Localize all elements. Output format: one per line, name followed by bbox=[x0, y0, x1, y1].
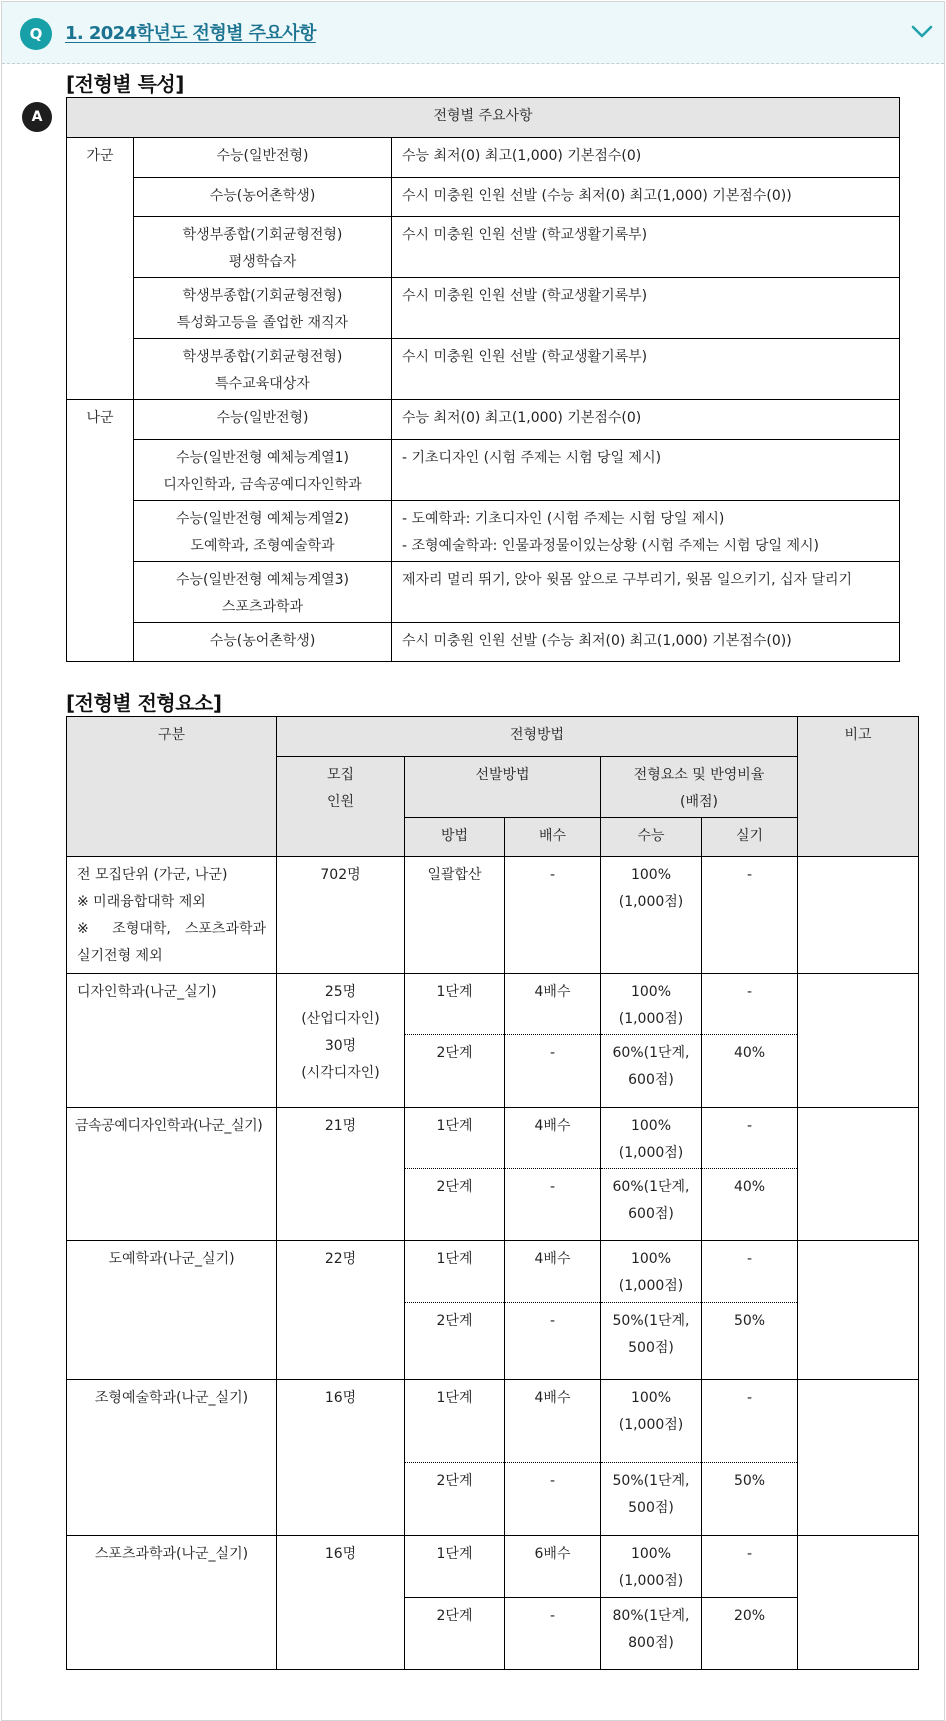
table-row bbox=[67, 623, 900, 662]
header-method: 전형방법 bbox=[277, 717, 798, 757]
type-line: 스포츠과학과 bbox=[221, 599, 304, 615]
suneung-line: 800점) bbox=[628, 1635, 674, 1651]
answer-badge-icon: A bbox=[22, 102, 52, 132]
suneung-cell bbox=[601, 1598, 702, 1670]
note-line: 제자리 멀리 뛰기, 앉아 윗몸 앞으로 구부리기, 윗몸 일으키기, 십자 달리기 bbox=[402, 572, 853, 588]
note-line: - 기초디자인 (시험 주제는 시험 당일 제시) bbox=[402, 450, 662, 466]
table-row bbox=[67, 857, 919, 974]
practical-cell: 20% bbox=[702, 1598, 798, 1670]
type-line: 수능(일반전형 예체능계열1) bbox=[175, 450, 350, 466]
practical-cell: 50% bbox=[702, 1303, 798, 1380]
multiple-cell: 4배수 bbox=[505, 1241, 601, 1303]
type-line: 학생부종합(기회균형전형) bbox=[182, 349, 343, 365]
faq-question-title-link[interactable]: 1. 2024학년도 전형별 주요사항 bbox=[65, 23, 316, 44]
group-label: 나군 bbox=[86, 410, 114, 426]
category-line: 실기전형 제외 bbox=[77, 948, 163, 964]
note-cell bbox=[392, 400, 900, 440]
group-cell bbox=[67, 138, 134, 400]
multiple-cell: - bbox=[505, 857, 601, 974]
suneung-line: 100% bbox=[630, 1251, 672, 1267]
header-line: (배점) bbox=[680, 794, 718, 810]
category-line: 디자인학과(나군_실기) bbox=[77, 984, 217, 1000]
type-cell bbox=[134, 623, 392, 662]
suneung-line: 80%(1단계, bbox=[612, 1608, 690, 1624]
table-row-stage1 bbox=[67, 1108, 919, 1169]
type-line: 특성화고등을 졸업한 재직자 bbox=[176, 315, 349, 331]
type-line: 수능(일반전형 예체능계열2) bbox=[175, 511, 350, 527]
suneung-cell bbox=[601, 1380, 702, 1463]
note-line: 수시 미충원 인원 선발 (학교생활기록부) bbox=[402, 288, 648, 304]
suneung-line: 100% bbox=[630, 1390, 672, 1406]
category-cell bbox=[67, 1108, 277, 1241]
quota-line: (시각디자인) bbox=[301, 1065, 380, 1081]
quota-line: 30명 bbox=[324, 1038, 357, 1054]
header-cell: 전형별 주요사항 bbox=[67, 98, 900, 138]
category-line: ※ 미래융합대학 제외 bbox=[77, 894, 206, 910]
category-cell bbox=[67, 1536, 277, 1670]
header-selection: 선발방법 bbox=[405, 757, 601, 818]
way-cell: 1단계 bbox=[405, 1241, 505, 1303]
multiple-cell: 4배수 bbox=[505, 974, 601, 1035]
type-line: 평생학습자 bbox=[228, 254, 297, 270]
note-cell bbox=[392, 501, 900, 562]
suneung-line: 100% bbox=[630, 867, 672, 883]
category-line: 전 모집단위 (가군, 나군) bbox=[77, 867, 228, 883]
suneung-line: (1,000점) bbox=[618, 894, 684, 910]
way-cell: 2단계 bbox=[405, 1169, 505, 1241]
section-title-elements: [전형별 전형요소] bbox=[66, 691, 222, 715]
remarks-cell bbox=[798, 1380, 919, 1536]
suneung-line: 50%(1단계, bbox=[612, 1313, 690, 1329]
quota-line: 16명 bbox=[324, 1546, 357, 1562]
group-cell bbox=[67, 400, 134, 662]
suneung-line: (1,000점) bbox=[618, 1417, 684, 1433]
practical-cell: - bbox=[702, 1536, 798, 1598]
chevron-down-icon[interactable] bbox=[911, 25, 933, 39]
note-cell bbox=[392, 178, 900, 217]
suneung-cell bbox=[601, 1303, 702, 1380]
suneung-line: (1,000점) bbox=[618, 1278, 684, 1294]
suneung-cell bbox=[601, 1035, 702, 1108]
quota-cell bbox=[277, 974, 405, 1108]
note-cell bbox=[392, 440, 900, 501]
suneung-cell bbox=[601, 857, 702, 974]
type-cell bbox=[134, 400, 392, 440]
type-line: 디자인학과, 금속공예디자인학과 bbox=[163, 477, 362, 493]
table-row-stage1 bbox=[67, 1241, 919, 1303]
category-line: 스포츠과학과(나군_실기) bbox=[94, 1546, 249, 1562]
type-cell bbox=[134, 501, 392, 562]
group-label: 가군 bbox=[86, 148, 114, 164]
table-row bbox=[67, 278, 900, 339]
suneung-cell bbox=[601, 974, 702, 1035]
type-cell bbox=[134, 178, 392, 217]
type-line: 특수교육대상자 bbox=[215, 376, 310, 392]
way-cell: 2단계 bbox=[405, 1463, 505, 1536]
suneung-line: 60%(1단계, bbox=[612, 1045, 690, 1061]
header-suneung: 수능 bbox=[601, 818, 702, 857]
header-multiple: 배수 bbox=[505, 818, 601, 857]
suneung-line: 600점) bbox=[628, 1206, 674, 1222]
practical-cell: - bbox=[702, 1380, 798, 1463]
note-line: - 조형예술학과: 인물과정물이있는상황 (시험 주제는 시험 당일 제시) bbox=[402, 538, 819, 554]
header-practical: 실기 bbox=[702, 818, 798, 857]
table-row bbox=[67, 400, 900, 440]
header-line: 모집 bbox=[326, 767, 355, 783]
note-line: 수시 미충원 인원 선발 (학교생활기록부) bbox=[402, 349, 648, 365]
way-cell: 1단계 bbox=[405, 1536, 505, 1598]
table-row bbox=[67, 138, 900, 178]
type-cell bbox=[134, 278, 392, 339]
suneung-line: 500점) bbox=[628, 1500, 674, 1516]
practical-cell: - bbox=[702, 1108, 798, 1169]
table-header-row bbox=[67, 717, 919, 757]
table-row bbox=[67, 339, 900, 400]
type-line: 학생부종합(기회균형전형) bbox=[182, 288, 343, 304]
suneung-line: 100% bbox=[630, 1118, 672, 1134]
table-row bbox=[67, 562, 900, 623]
quota-cell bbox=[277, 1108, 405, 1241]
suneung-cell bbox=[601, 1463, 702, 1536]
suneung-line: 500점) bbox=[628, 1340, 674, 1356]
note-line: - 도예학과: 기초디자인 (시험 주제는 시험 당일 제시) bbox=[402, 511, 725, 527]
quota-line: 25명 bbox=[324, 984, 357, 1000]
way-cell: 2단계 bbox=[405, 1035, 505, 1108]
multiple-cell: - bbox=[505, 1169, 601, 1241]
type-line: 수능(일반전형) bbox=[216, 148, 309, 164]
section-title-features: [전형별 특성] bbox=[66, 72, 184, 96]
remarks-cell bbox=[798, 1536, 919, 1670]
category-line: 도예학과(나군_실기) bbox=[108, 1251, 235, 1267]
category-line: ※ 조형대학, 스포츠과학과 bbox=[77, 921, 266, 937]
table-row bbox=[67, 178, 900, 217]
type-cell bbox=[134, 562, 392, 623]
multiple-cell: 4배수 bbox=[505, 1108, 601, 1169]
type-line: 학생부종합(기회균형전형) bbox=[182, 227, 343, 243]
table-row-stage1 bbox=[67, 974, 919, 1035]
remarks-cell bbox=[798, 857, 919, 974]
header-way: 방법 bbox=[405, 818, 505, 857]
practical-cell: 50% bbox=[702, 1463, 798, 1536]
note-cell bbox=[392, 217, 900, 278]
suneung-line: (1,000점) bbox=[618, 1145, 684, 1161]
way-cell: 1단계 bbox=[405, 1380, 505, 1463]
note-line: 수시 미충원 인원 선발 (학교생활기록부) bbox=[402, 227, 648, 243]
quota-cell bbox=[277, 1241, 405, 1380]
type-line: 도예학과, 조형예술학과 bbox=[190, 538, 335, 554]
header-elements bbox=[601, 757, 798, 818]
question-badge-icon: Q bbox=[20, 18, 52, 50]
suneung-cell bbox=[601, 1241, 702, 1303]
table-header-row bbox=[67, 98, 900, 138]
category-line: 금속공예디자인학과(나군_실기) bbox=[75, 1118, 263, 1134]
header-category: 구분 bbox=[67, 717, 277, 857]
type-line: 수능(일반전형) bbox=[216, 410, 309, 426]
note-cell bbox=[392, 623, 900, 662]
way-cell: 2단계 bbox=[405, 1303, 505, 1380]
quota-cell bbox=[277, 857, 405, 974]
header-line: 인원 bbox=[326, 794, 355, 810]
type-cell bbox=[134, 217, 392, 278]
remarks-cell bbox=[798, 974, 919, 1108]
quota-cell bbox=[277, 1536, 405, 1670]
quota-line: (산업디자인) bbox=[301, 1011, 380, 1027]
type-cell bbox=[134, 138, 392, 178]
note-line: 수능 최저(0) 최고(1,000) 기본점수(0) bbox=[402, 410, 642, 426]
suneung-cell bbox=[601, 1169, 702, 1241]
multiple-cell: - bbox=[505, 1303, 601, 1380]
suneung-line: 100% bbox=[630, 1546, 672, 1562]
quota-line: 702명 bbox=[320, 867, 361, 883]
way-cell: 1단계 bbox=[405, 974, 505, 1035]
header-line: 전형요소 및 반영비율 bbox=[633, 767, 765, 783]
multiple-cell: 6배수 bbox=[505, 1536, 601, 1598]
suneung-line: (1,000점) bbox=[618, 1573, 684, 1589]
type-cell bbox=[134, 440, 392, 501]
practical-cell: 40% bbox=[702, 1035, 798, 1108]
category-cell bbox=[67, 1380, 277, 1536]
suneung-line: 60%(1단계, bbox=[612, 1179, 690, 1195]
note-line: 수시 미충원 인원 선발 (수능 최저(0) 최고(1,000) 기본점수(0)) bbox=[402, 188, 792, 204]
practical-cell: 40% bbox=[702, 1169, 798, 1241]
quota-line: 16명 bbox=[324, 1390, 357, 1406]
practical-cell: - bbox=[702, 1241, 798, 1303]
admission-features-table bbox=[66, 97, 900, 662]
category-cell bbox=[67, 857, 277, 974]
suneung-line: 50%(1단계, bbox=[612, 1473, 690, 1489]
remarks-cell bbox=[798, 1108, 919, 1241]
note-line: 수능 최저(0) 최고(1,000) 기본점수(0) bbox=[402, 148, 642, 164]
type-cell bbox=[134, 339, 392, 400]
note-cell bbox=[392, 138, 900, 178]
note-cell bbox=[392, 278, 900, 339]
quota-line: 21명 bbox=[324, 1118, 357, 1134]
note-cell bbox=[392, 339, 900, 400]
header-quota bbox=[277, 757, 405, 857]
table-row bbox=[67, 217, 900, 278]
quota-cell bbox=[277, 1380, 405, 1536]
category-cell bbox=[67, 974, 277, 1108]
quota-line: 22명 bbox=[324, 1251, 357, 1267]
suneung-line: 600점) bbox=[628, 1072, 674, 1088]
admission-elements-table bbox=[66, 716, 919, 1670]
table-row bbox=[67, 501, 900, 562]
multiple-cell: 4배수 bbox=[505, 1380, 601, 1463]
multiple-cell: - bbox=[505, 1035, 601, 1108]
remarks-cell bbox=[798, 1241, 919, 1380]
suneung-cell bbox=[601, 1108, 702, 1169]
table-row-stage1 bbox=[67, 1380, 919, 1463]
way-cell: 1단계 bbox=[405, 1108, 505, 1169]
suneung-cell bbox=[601, 1536, 702, 1598]
type-line: 수능(일반전형 예체능계열3) bbox=[175, 572, 350, 588]
multiple-cell: - bbox=[505, 1463, 601, 1536]
suneung-line: (1,000점) bbox=[618, 1011, 684, 1027]
category-line: 조형예술학과(나군_실기) bbox=[94, 1390, 249, 1406]
type-line: 수능(농어촌학생) bbox=[209, 188, 316, 204]
header-remarks: 비고 bbox=[798, 717, 919, 857]
practical-cell: - bbox=[702, 974, 798, 1035]
table-row bbox=[67, 440, 900, 501]
note-line: 수시 미충원 인원 선발 (수능 최저(0) 최고(1,000) 기본점수(0)) bbox=[402, 633, 792, 649]
multiple-cell: - bbox=[505, 1598, 601, 1670]
practical-cell: - bbox=[702, 857, 798, 974]
note-cell bbox=[392, 562, 900, 623]
way-cell: 일괄합산 bbox=[405, 857, 505, 974]
type-line: 수능(농어촌학생) bbox=[209, 633, 316, 649]
category-cell bbox=[67, 1241, 277, 1380]
suneung-line: 100% bbox=[630, 984, 672, 1000]
table-row-stage1 bbox=[67, 1536, 919, 1598]
way-cell: 2단계 bbox=[405, 1598, 505, 1670]
